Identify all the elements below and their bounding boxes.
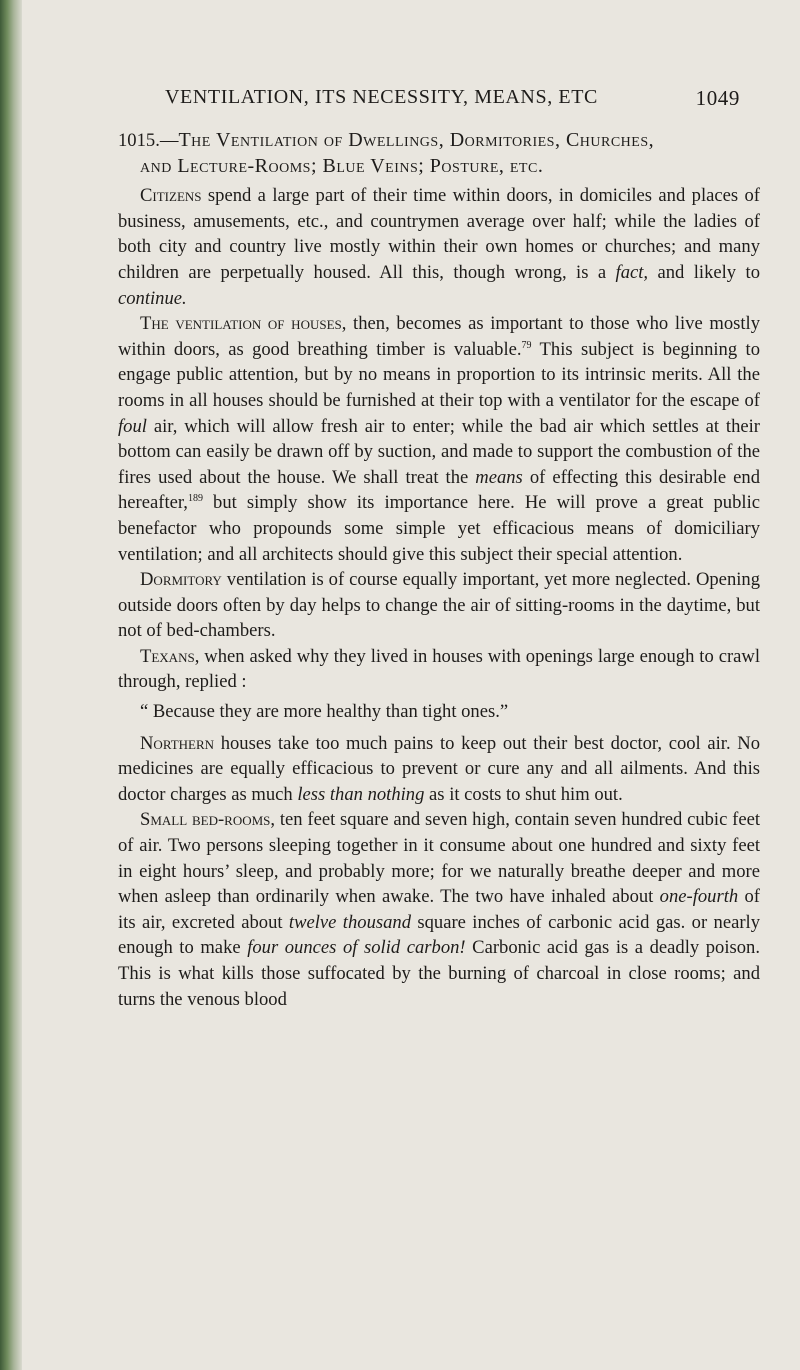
section-number: 1015. [118,130,160,151]
paragraph-text: spend a large part of their time within doors, in domiciles and places of business, amusements, etc., and countrymen average over half; while the ladies of both city and country live mostly within their own homes or churches; and many children are perpetually housed. All this, though wrong, is a [118,185,760,283]
paragraph-lead: Small bed-rooms, [140,809,276,831]
paragraph-text: ventilation is of course equally important, yet more neglected. Opening outside doors often by day helps to change the air of sitting-rooms in the daytime, but not of bed-chambers. [118,569,760,642]
quotation: “ Because they are more healthy than tight ones.” [140,701,509,723]
section-heading [118,128,760,179]
paragraph-ventilation-of-houses [118,311,760,567]
paragraph-lead: Texans, [140,645,200,667]
emphasis: one-fourth [659,886,739,908]
section-title-line2: and Lecture-Rooms; Blue Veins; Posture, etc. [140,154,544,177]
footnote-ref: 189 [187,493,203,505]
paragraph-small-bed-rooms [118,807,760,1012]
paragraph-text: ten feet square and seven high, contain seven hundred cubic feet of air. Two persons sleeping together in it consume about one hundred and sixty feet in eight hours’ sleep, and probably more; for we naturally breathe deeper and more when asleep than ordinarily when awake. The two have inhaled about [118,809,760,908]
paragraph-text: Carbonic acid gas is a deadly poison. This is what kills those suffocated by the burning of charcoal in close rooms; and turns the venous blood [118,937,760,1010]
paragraph-text: This subject is beginning to engage public attention, but by no means in proportion to its intrinsic merits. All the rooms in all houses should be furnished at their top with a ventilator for the escape of [118,338,760,411]
emphasis: twelve thousand [288,911,411,933]
emphasis: foul [118,415,147,437]
page-number: 1049 [695,86,740,110]
paragraph-text: and likely to [648,261,760,283]
running-head-title: VENTILATION, ITS NECESSITY, MEANS, ETC [165,86,598,108]
emphasis: means [475,466,523,488]
paragraph-texans [118,644,760,695]
paragraph-text: of effecting this desirable end hereafter, [118,466,760,514]
paragraph-lead: The ventilation of houses, [140,313,347,335]
paragraph-text: then, becomes as important to those who live mostly within doors, as good breathing timber is valuable. [118,313,761,360]
paragraph-text: of its air, excreted about [118,886,760,933]
paragraph-lead: Dormitory [140,569,222,591]
footnote-ref: 79 [521,339,532,351]
emphasis: fact, [615,261,649,283]
paragraph-lead: Citizens [140,185,202,207]
emphasis: four ounces of solid carbon! [247,937,466,959]
running-head [165,86,740,116]
emphasis: continue. [118,287,187,309]
paragraph-dormitory [118,567,760,644]
emphasis: less than nothing [297,783,425,805]
book-binding-edge [0,0,22,1370]
paragraph-text: houses take too much pains to keep out their best doctor, cool air. No medicines are equally efficacious to prevent or cure any and all ailments. And this doctor charges as much [118,732,760,805]
page-body [118,128,760,1012]
paragraph-text: but simply show its importance here. He will prove a great public benefactor who propounds some simple yet efficacious means of domiciliary ventilation; and all architects should give this subject their special attention. [118,492,760,565]
paragraph-northern [118,731,760,808]
section-title-line1: The Ventilation of Dwellings, Dormitories, Churches, [178,129,655,151]
paragraph-text: when asked why they lived in houses with openings large enough to crawl through, replied : [118,645,760,693]
paragraph-text: square inches of carbonic acid gas. or nearly enough to make [118,911,761,959]
paragraph-citizens [118,183,760,311]
paragraph-text: air, which will allow fresh air to enter; while the bad air which settles at their bottom can easily be drawn off by suction, and made to support the combustion of the fires used about the house. We shall treat the [118,415,760,488]
section-dash: — [159,130,179,151]
paragraph-lead: Northern [140,732,215,754]
paragraph-text: as it costs to shut him out. [424,783,623,805]
